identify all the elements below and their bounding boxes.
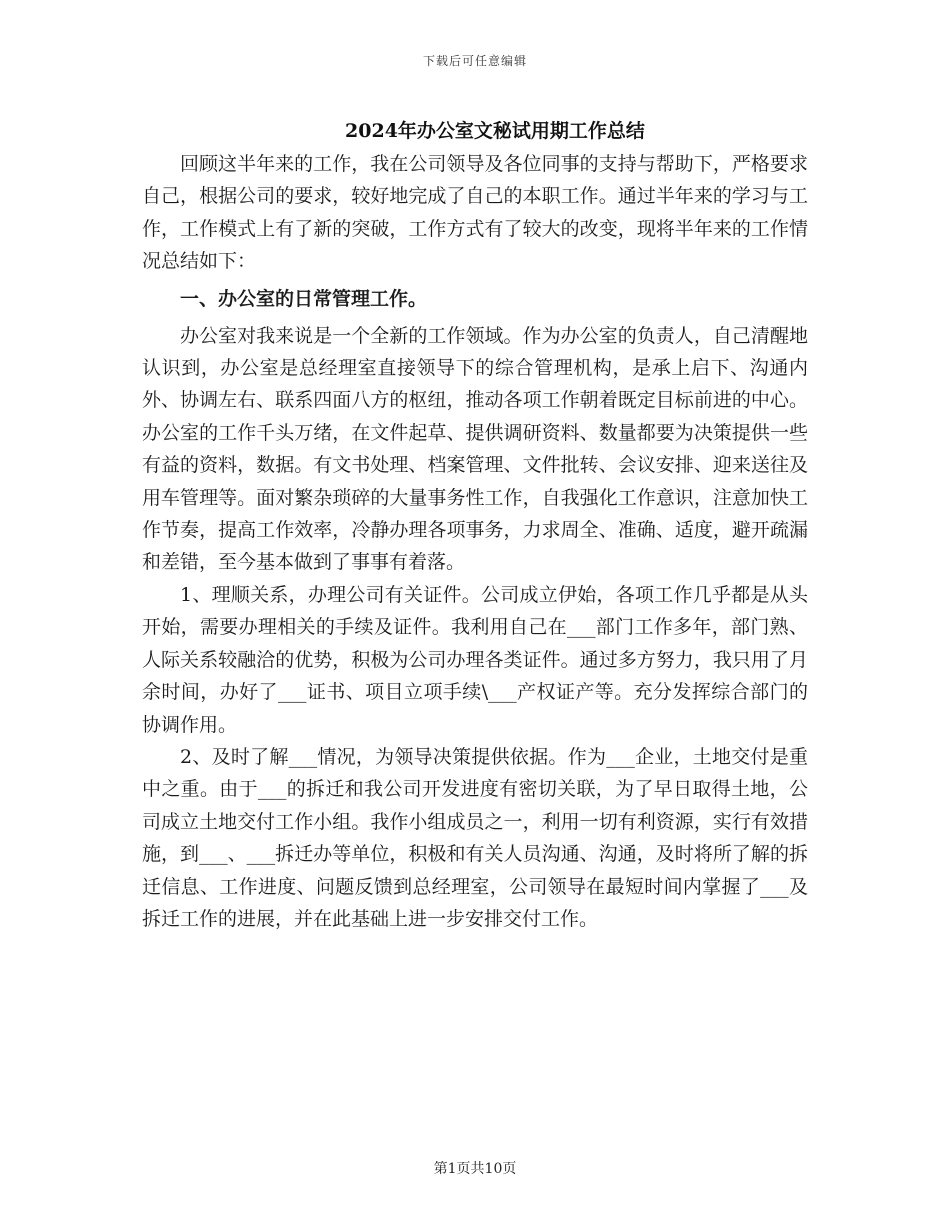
page-number-indicator: 第1页共10页 (433, 1161, 517, 1177)
intro-paragraph: 回顾这半年来的工作，我在公司领导及各位同事的支持与帮助下，严格要求自己，根据公司的要求，较好地完成了自己的本职工作。通过半年来的学习与工作，工作模式上有了新的突破，工作方式有了较大的改变，现将半年来的工作情况总结如下： (142, 153, 808, 273)
document-body (142, 148, 808, 935)
download-edit-note: 下载后可任意编辑 (422, 54, 527, 68)
document-title: 2024年办公室文秘试用期工作总结 (345, 120, 645, 142)
item-2-paragraph: 2、及时了解___情况，为领导决策提供依据。作为___企业，土地交付是重中之重。由于___的拆迁和我公司开发进度有密切关联，为了早日取得土地，公司成立土地交付工作小组。我作小组成员之一，利用一切有利资源，实行有效措施，到___、___拆迁办等单位，积极和有关人员沟通、沟通，及时将所了解的拆迁信息、工作进度、问题反馈到总经理室，公司领导在最短时间内掌握了___及拆迁工作的进展，并在此基础上进一步安排交付工作。 (142, 745, 808, 930)
item-1-paragraph: 1、理顺关系，办理公司有关证件。公司成立伊始，各项工作几乎都是从头开始，需要办理相关的手续及证件。我利用自己在___部门工作多年，部门熟、人际关系较融洽的优势，积极为公司办理各类证件。通过多方努力，我只用了月余时间，办好了___证书、项目立项手续\___产权证产等。充分发挥综合部门的协调作用。 (142, 583, 808, 736)
section-heading-daily-management: 一、办公室的日常管理工作。 (180, 287, 428, 310)
office-overview-paragraph: 办公室对我来说是一个全新的工作领域。作为办公室的负责人，自己清醒地认识到，办公室是总经理室直接领导下的综合管理机构，是承上启下、沟通内外、协调左右、联系四面八方的枢纽，推动各项工作朝着既定目标前进的中心。办公室的工作千头万绪，在文件起草、提供调研资料、数量都要为决策提供一些有益的资料，数据。有文书处理、档案管理、文件批转、会议安排、迎来送往及用车管理等。面对繁杂琐碎的大量事务性工作，自我强化工作意识，注意加快工作节奏，提高工作效率，冷静办理各项事务，力求周全、准确、适度，避开疏漏和差错，至今基本做到了事事有着落。 (142, 324, 808, 574)
